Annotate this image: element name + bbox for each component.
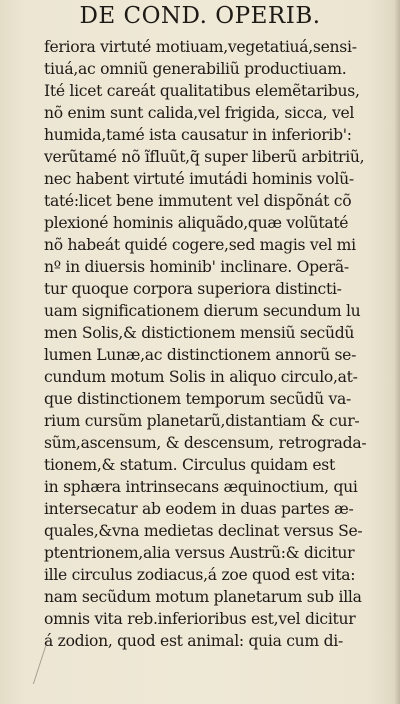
text-line: nõ habeát quidé cogere,sed magis vel mi <box>44 236 356 254</box>
text-line: sũm,ascensum, & descensum, retrograda- <box>44 434 367 452</box>
text-line: rium cursũm planetarũ,distantiam & cur- <box>44 412 360 430</box>
text-line: omnis vita reb.inferioribus est,vel dicitur <box>44 610 356 628</box>
running-title: DE COND. OPERIB. <box>79 3 321 29</box>
text-line: men Solis,& distictionem mensiũ secũdũ <box>44 324 355 342</box>
text-line: nº in diuersis hominib' inclinare. Operã- <box>44 258 349 276</box>
text-line: tiuá,ac omniũ generabiliũ productiuam. <box>44 60 347 78</box>
text-line: Ité licet careát qualitatibus elemẽtaribus, <box>44 82 360 100</box>
text-line: humida,tamé ista causatur in inferiorib': <box>44 126 352 144</box>
text-line: in sphæra intrinsecans æquinoctium, qui <box>44 478 358 496</box>
text-line: plexioné hominis aliquãdo,quæ volũtaté <box>44 214 349 232</box>
text-line: nec habent virtuté imutádi hominis volũ- <box>44 170 354 188</box>
text-line: verũtamé nõ ĩfluũt,q̃ super liberũ arbitriũ, <box>44 148 365 166</box>
text-line: ille circulus zodiacus,á zoe quod est vita: <box>44 566 356 584</box>
text-line: tionem,& statum. Circulus quidam est <box>44 456 335 474</box>
text-line: taté:licet bene immutent vel dispõnát cõ <box>44 192 352 210</box>
text-line: que distinctionem temporum secũdũ va- <box>44 390 352 408</box>
text-line: cundum motum Solis in aliquo circulo,at- <box>44 368 358 386</box>
text-line: feriora virtuté motiuam,vegetatiuá,sensi- <box>44 38 357 56</box>
page-edge-shadow <box>394 0 400 704</box>
text-line: intersecatur ab eodem in duas partes æ- <box>44 500 354 518</box>
text-line: lumen Lunæ,ac distinctionem annorũ se- <box>44 346 357 364</box>
text-line: nõ enim sunt calida,vel frigida, sicca, vel <box>44 104 355 122</box>
body-text <box>44 36 394 652</box>
text-line: á zodion, quod est animal: quia cum di- <box>44 632 343 650</box>
margin-ink-mark <box>33 640 62 684</box>
text-line: tur quoque corpora superiora distincti- <box>44 280 342 298</box>
text-line: quales,&vna medietas declinat versus Se- <box>44 522 363 540</box>
text-line: uam significationem dierum secundum lu <box>44 302 361 320</box>
text-line: nam secũdum motum planetarum sub illa <box>44 588 362 606</box>
text-line: ptentrionem,alia versus Austrũ:& dicitur <box>44 544 355 562</box>
